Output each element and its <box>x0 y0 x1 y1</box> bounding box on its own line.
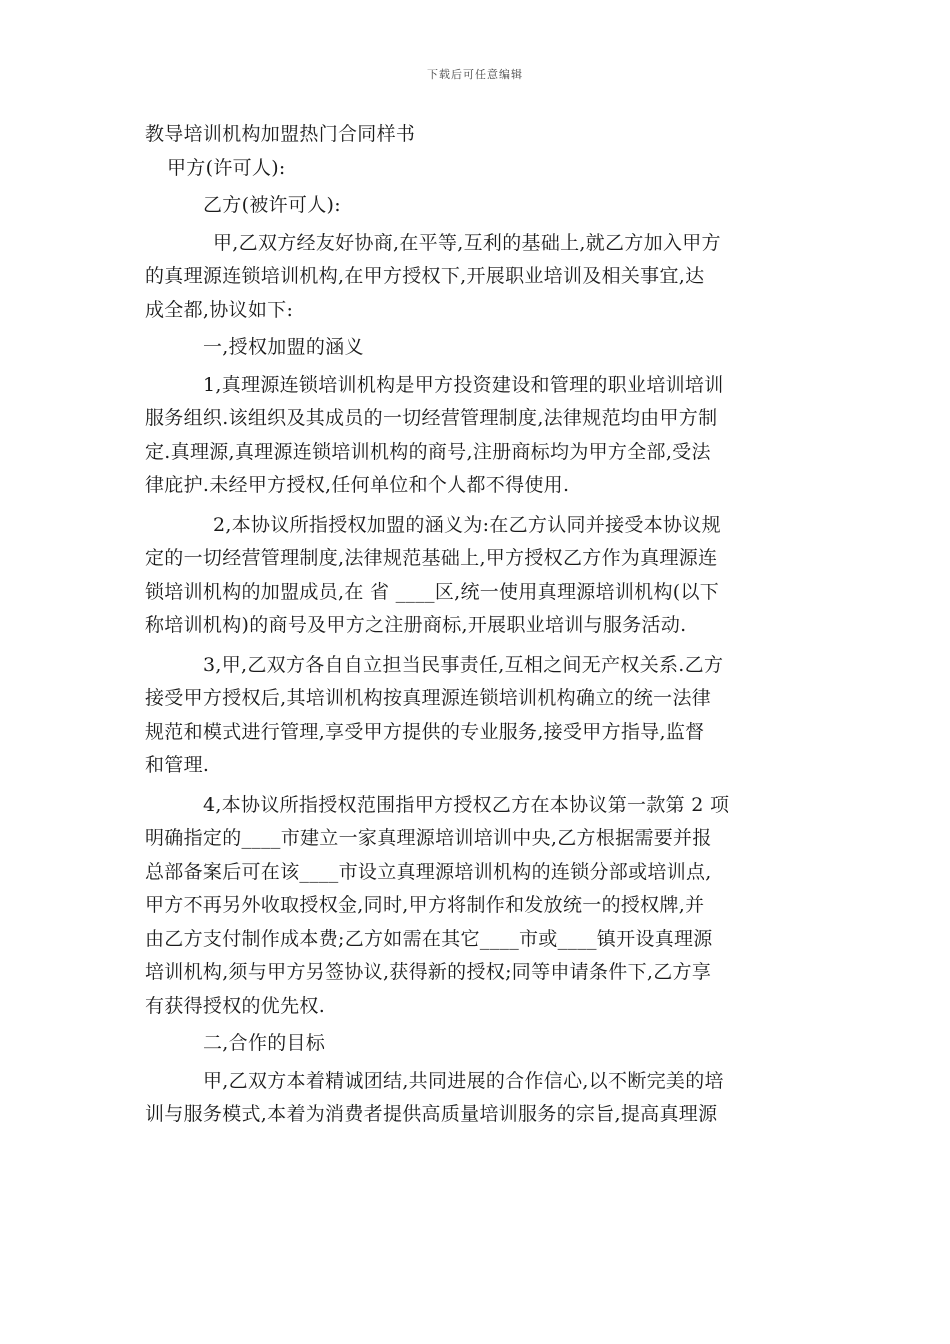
document-body <box>145 118 807 1132</box>
paragraph-line: 规范和模式进行管理,享受甲方提供的专业服务,接受甲方指导,监督 <box>145 720 705 743</box>
paragraph-line: 培训机构,须与甲方另签协议,获得新的授权;同等申请条件下,乙方享 <box>145 961 712 983</box>
party-b-label: 乙方(被许可人): <box>203 194 341 216</box>
paragraph-line: 接受甲方授权后,其培训机构按真理源连锁培训机构确立的统一法律 <box>145 687 712 709</box>
page-header-note: 下载后可任意编辑 <box>427 68 523 81</box>
section-2-paragraph <box>145 1065 807 1132</box>
paragraph-line: 甲,乙双方本着精诚团结,共同进展的合作信心,以不断完美的培 <box>203 1069 724 1092</box>
clause-3 <box>145 649 807 783</box>
paragraph-line: 锁培训机构的加盟成员,在 省 ____区,统一使用真理源培训机构(以下 <box>145 580 720 603</box>
intro-paragraph <box>145 227 807 328</box>
paragraph-line: 总部备案后可在该____市设立真理源培训机构的连锁分部或培训点, <box>145 860 712 883</box>
party-a-label: 甲方(许可人): <box>167 156 286 179</box>
paragraph-line: 甲方不再另外收取授权金,同时,甲方将制作和发放统一的授权牌,并 <box>145 894 705 916</box>
paragraph-line: 称培训机构)的商号及甲方之注册商标,开展职业培训与服务活动. <box>145 614 687 636</box>
paragraph-line: 有获得授权的优先权. <box>145 994 326 1017</box>
paragraph-line: 明确指定的____市建立一家真理源培训培训中央,乙方根据需要并报 <box>145 827 712 849</box>
paragraph-line: 训与服务模式,本着为消费者提供高质量培训服务的宗旨,提高真理源 <box>145 1103 718 1125</box>
paragraph-line: 和管理. <box>145 754 210 776</box>
paragraph-line: 1,真理源连锁培训机构是甲方投资建设和管理的职业培训培训 <box>203 373 724 396</box>
paragraph-line: 定的一切经营管理制度,法律规范基础上,甲方授权乙方作为真理源连 <box>145 547 718 569</box>
section-heading-2: 二,合作的目标 <box>203 1032 326 1054</box>
paragraph-line: 由乙方支付制作成本费;乙方如需在其它____市或____镇开设真理源 <box>145 927 713 950</box>
paragraph-line: 服务组织.该组织及其成员的一切经营管理制度,法律规范均由甲方制 <box>145 407 718 429</box>
paragraph-line: 甲,乙双方经友好协商,在平等,互利的基础上,就乙方加入甲方 <box>213 231 721 254</box>
paragraph-line: 2,本协议所指授权加盟的涵义为:在乙方认同并接受本协议规 <box>213 513 721 536</box>
clause-1 <box>145 369 807 503</box>
paragraph-line: 成全都,协议如下: <box>145 298 294 321</box>
section-heading-1: 一,授权加盟的涵义 <box>203 336 364 358</box>
clause-4 <box>145 789 807 1024</box>
paragraph-line: 定.真理源,真理源连锁培训机构的商号,注册商标均为甲方全部,受法 <box>145 440 711 463</box>
document-title: 教导培训机构加盟热门合同样书 <box>145 123 416 145</box>
paragraph-line: 4,本协议所指授权范围指甲方授权乙方在本协议第一款第 2 项 <box>203 793 730 816</box>
paragraph-line: 3,甲,乙双方各自自立担当民事责任,互相之间无产权关系.乙方 <box>203 653 724 676</box>
paragraph-line: 律庇护.未经甲方授权,任何单位和个人都不得使用. <box>145 474 570 496</box>
paragraph-line: 的真理源连锁培训机构,在甲方授权下,开展职业培训及相关事宜,达 <box>145 265 705 287</box>
clause-2 <box>145 509 807 643</box>
